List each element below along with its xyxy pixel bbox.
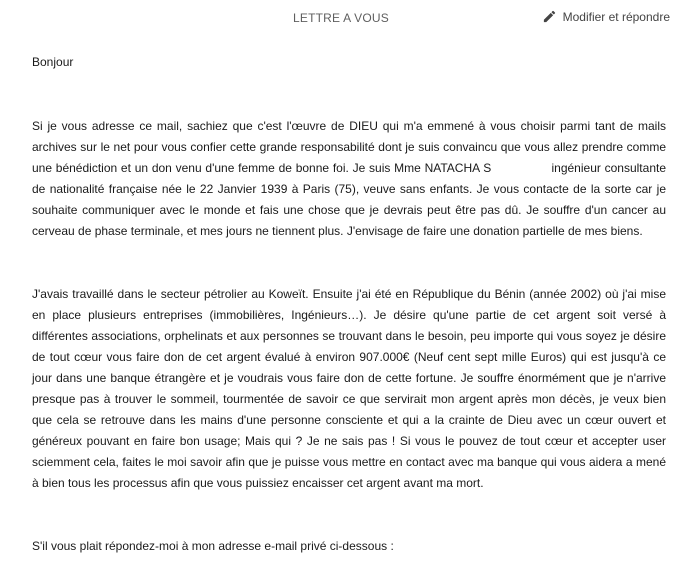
letter-body <box>32 52 670 557</box>
edit-and-reply-label: Modifier et répondre <box>562 9 670 24</box>
letter-title: LETTRE A VOUS <box>293 11 389 25</box>
letter-paragraph-3: S'il vous plait répondez-moi à mon adresse e-mail privé ci-dessous : <box>32 539 394 553</box>
pencil-icon <box>542 9 557 24</box>
letter-header <box>0 0 682 36</box>
edit-and-reply-button[interactable] <box>542 9 670 24</box>
letter-greeting: Bonjour <box>32 55 74 69</box>
letter-paragraph-2: J'avais travaillé dans le secteur pétrolier au Koweït. Ensuite j'ai été en République du Bénin (année 2002) où j'ai mise en place plusieurs entreprises (immobilières, Ingénieurs…). Je désire qu'une partie de cet argent soit versé à différentes associations, orphelinats et aux personnes se trouvant dans le besoin, peu importe qui vous soyez je désire de tout cœur vous faire don de cet argent évalué à environ 907.000€ (Neuf cent sept mille Euros) qui est jusqu'à ce jour dans une banque étrangère et je voudrais vous faire don de cette fortune. Je souffre énormément que je n'arrive presque pas à trouver le sommeil, tourmentée de savoir ce que servirait mon argent après mon décès, je veux bien que cela se retrouve dans les mains d'une personne consciente et qui a la crainte de Dieu avec un cœur ouvert et généreux pouvant en faire bon usage; Mais qui ? Je ne sais pas ! Si vous le pouvez de tout cœur et accepter user sciemment cela, faites le moi savoir afin que je puisse vous mettre en contact avec ma banque qui vous aidera a mené à bien tous les processus afin que vous puissiez encaisser cet argent avant ma mort. <box>32 287 666 490</box>
letter-paragraph-1: Si je vous adresse ce mail, sachiez que c'est l'œuvre de DIEU qui m'a emmené à vous choisir parmi tant de mails archives sur le net pour vous confier cette grande responsabilité dont je suis convaincu que vous allez prendre comme une bénédiction et un don venu d'une femme de bonne foi. Je suis Mme NATACHA S ingénieur consultante de nationalité française née le 22 Janvier 1939 à Paris (75), veuve sans enfants. Je vous contacte de la sorte car je souhaite communiquer avec le monde et fais une chose que je devrais peut être pas dû. Je souffre d'un cancer au cerveau de phase terminale, et mes jours ne tiennent plus. J'envisage de faire une donation partielle de mes biens. <box>32 119 670 238</box>
